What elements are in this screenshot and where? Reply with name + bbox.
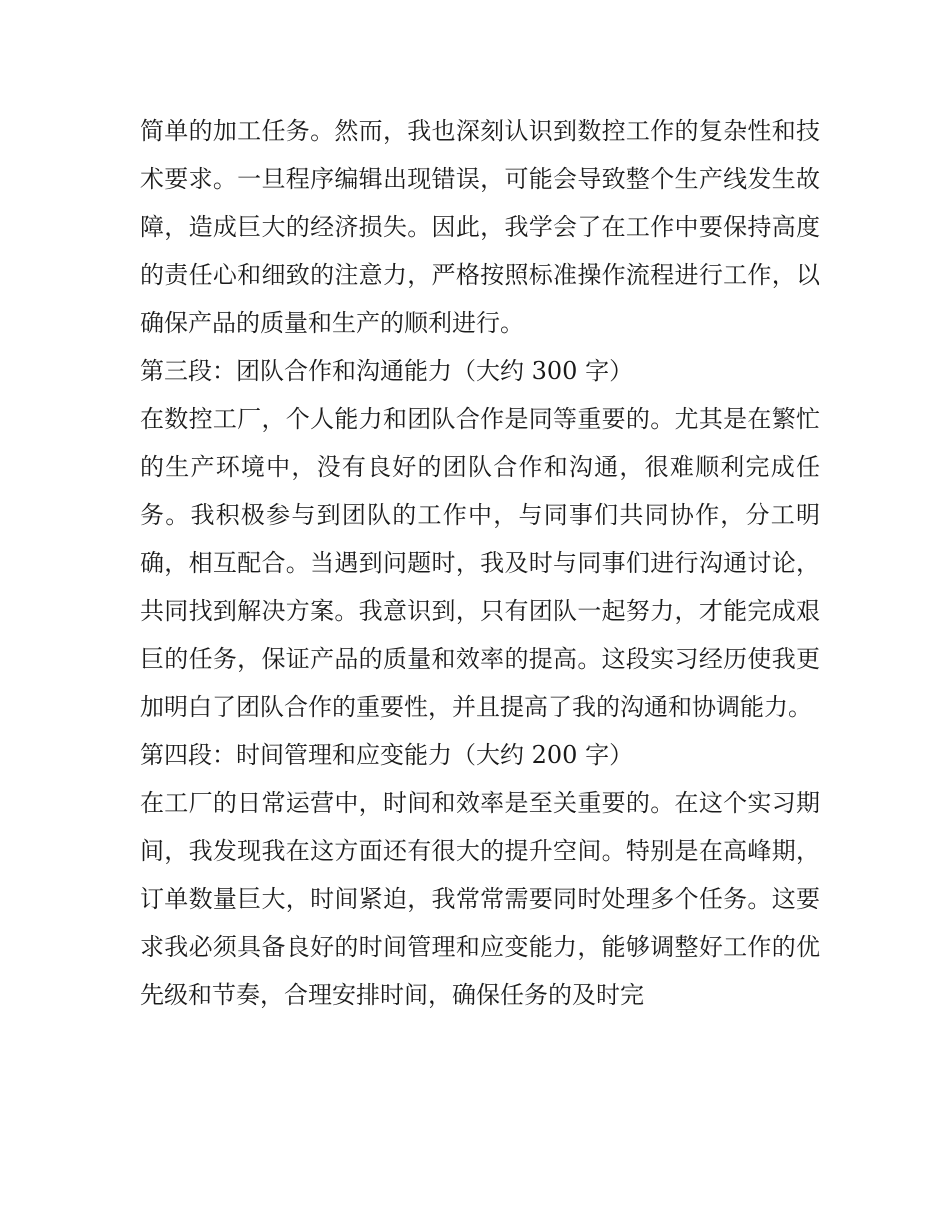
paragraph-time-management: 在工厂的日常运营中，时间和效率是至关重要的。在这个实习期间，我发现我在这方面还有很大的提升空间。特别是在高峰期，订单数量巨大，时间紧迫，我常常需要同时处理多个任务。这要求我必须具备良好的时间管理和应变能力，能够调整好工作的优先级和节奏，合理安排时间，确保任务的及时完 (140, 789, 820, 1009)
document-body (140, 107, 820, 1019)
section-heading-time-management: 第四段：时间管理和应变能力（大约 200 字） (140, 741, 634, 769)
paragraph-precision-responsibility: 简单的加工任务。然而，我也深刻认识到数控工作的复杂性和技术要求。一旦程序编辑出现错误，可能会导致整个生产线发生故障，造成巨大的经济损失。因此，我学会了在工作中要保持高度的责任心和细致的注意力，严格按照标准操作流程进行工作，以确保产品的质量和生产的顺利进行。 (140, 117, 820, 337)
paragraph-teamwork: 在数控工厂，个人能力和团队合作是同等重要的。尤其是在繁忙的生产环境中，没有良好的团队合作和沟通，很难顺利完成任务。我积极参与到团队的工作中，与同事们共同协作，分工明确，相互配合。当遇到问题时，我及时与同事们进行沟通讨论，共同找到解决方案。我意识到，只有团队一起努力，才能完成艰巨的任务，保证产品的质量和效率的提高。这段实习经历使我更加明白了团队合作的重要性，并且提高了我的沟通和协调能力。 (140, 405, 820, 721)
section-heading-teamwork: 第三段：团队合作和沟通能力（大约 300 字） (140, 357, 634, 385)
